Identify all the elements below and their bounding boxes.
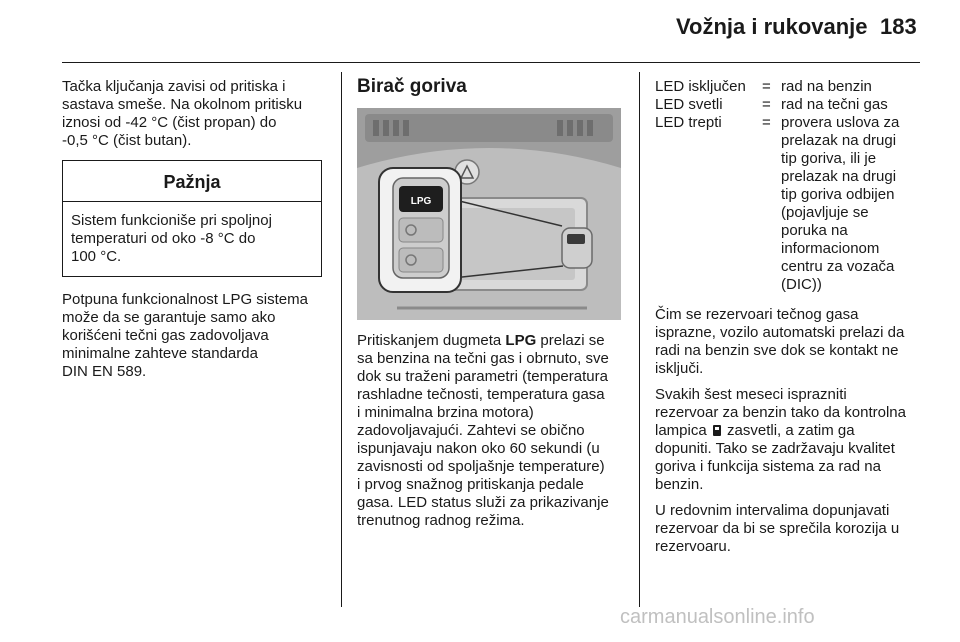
text-line <box>655 422 923 440</box>
table-row <box>655 114 923 294</box>
text-line: DIN EN 589. <box>62 363 147 380</box>
led-state: LED svetli <box>655 96 723 113</box>
text-line: tip goriva, ili je <box>781 150 877 167</box>
empty-tank-paragraph <box>655 386 923 494</box>
text-line: zadovoljavajući. Zahtevi se obično <box>357 422 585 439</box>
lpg-bold-label: LPG <box>505 332 537 349</box>
led-status-table <box>655 78 923 294</box>
lpg-standard-paragraph <box>62 291 328 381</box>
column-3 <box>655 78 923 564</box>
led-state: LED isključen <box>655 78 746 95</box>
page-header-title: Vožnja i rukovanje <box>676 14 868 39</box>
text-line: korišćeni tečni gas zadovoljava <box>62 327 269 344</box>
led-state: LED trepti <box>655 114 722 131</box>
page-number: 183 <box>880 14 917 39</box>
text-line: Potpuna funkcionalnost LPG sistema <box>62 291 308 308</box>
text-line: rezervoaru. <box>655 538 731 555</box>
led-description <box>781 78 923 96</box>
text-line: ispunjavaju nakon oko 60 sekundi (u <box>357 440 600 457</box>
text-line: može da se garantuje samo ako <box>62 309 276 326</box>
led-equals: = <box>762 96 771 113</box>
text-line: tip goriva odbijen <box>781 186 895 203</box>
text-line: 100 °C. <box>71 248 122 265</box>
text-line: Sistem funkcioniše pri spoljnoj <box>71 212 272 229</box>
led-equals: = <box>762 78 771 95</box>
caution-body <box>63 202 321 276</box>
led-description <box>781 96 923 114</box>
dashboard-photo <box>357 108 621 320</box>
text-line: sastava smeše. Na okolnom pritisku <box>62 96 303 113</box>
watermark: carmanualsonline.info <box>620 606 815 628</box>
fuel-selector-paragraph <box>357 332 625 530</box>
text-line: rezervoar za benzin tako da kontrolna <box>655 404 906 421</box>
column-divider-2 <box>639 72 640 607</box>
text-line: i minimalna brzina motora) <box>357 404 534 421</box>
text-line: i prvog snažnog pritiskanja pedale <box>357 476 584 493</box>
lpg-button-label: LPG <box>410 196 432 207</box>
text-line: iznosi od -42 °C (čist propan) do <box>62 114 277 131</box>
text-line: zavisnosti od spoljašnje temperature) <box>357 458 605 475</box>
text-line: dopuniti. Tako se zadržavaju kvalitet <box>655 440 895 457</box>
auto-switch-paragraph <box>655 306 923 378</box>
text-line: Svakih šest meseci isprazniti <box>655 386 847 403</box>
text-fragment: Pritiskanjem dugmeta <box>357 332 506 349</box>
text-line: (pojavljuje se <box>781 204 869 221</box>
text-line: gasa. LED status služi za prikazivanje <box>357 494 609 511</box>
column-divider-1 <box>341 72 342 607</box>
header-divider <box>62 62 920 63</box>
text-line: temperaturi od oko -8 °C do <box>71 230 256 247</box>
text-fragment: lampica <box>655 422 707 439</box>
text-line: rezervoar da bi se sprečila korozija u <box>655 520 900 537</box>
text-line: trenutnog radnog režima. <box>357 512 525 529</box>
text-line: prelazak na drugi <box>781 168 897 185</box>
section-heading: Birač goriva <box>357 76 467 97</box>
text-line: Tačka ključanja zavisi od pritiska i <box>62 78 286 95</box>
led-equals: = <box>762 114 771 131</box>
text-line: benzin. <box>655 476 704 493</box>
text-line: rad na tečni gas <box>781 96 888 113</box>
text-line: goriva i funkcija sistema za rad na <box>655 458 881 475</box>
text-line: provera uslova za <box>781 114 900 131</box>
text-line: minimalne zahteve standarda <box>62 345 258 362</box>
caution-title: Pažnja <box>63 161 321 202</box>
text-fragment: prelazi se <box>536 332 605 349</box>
text-line: (DIC)) <box>781 276 822 293</box>
text-line: centru za vozača <box>781 258 895 275</box>
text-line: prelazak na drugi <box>781 132 897 149</box>
text-line: poruka na <box>781 222 848 239</box>
text-line: radi na benzin sve dok se kontakt ne <box>655 342 899 359</box>
column-1 <box>62 78 328 389</box>
intro-paragraph <box>62 78 328 150</box>
text-fragment: zasvetli, a zatim ga <box>727 422 855 439</box>
fuel-pump-icon <box>713 425 721 436</box>
text-line: rashladne tečnosti, temperatura gasa <box>357 386 605 403</box>
column-2 <box>357 78 625 530</box>
text-line: Čim se rezervoari tečnog gasa <box>655 306 859 323</box>
text-line: isključi. <box>655 360 704 377</box>
text-line: isprazne, vozilo automatski prelazi da <box>655 324 905 341</box>
table-row <box>655 78 923 96</box>
text-line: -0,5 °C (čist butan). <box>62 132 192 149</box>
led-description <box>781 114 923 294</box>
refuel-paragraph <box>655 502 923 556</box>
text-line: U redovnim intervalima dopunjavati <box>655 502 890 519</box>
table-row <box>655 96 923 114</box>
caution-box <box>62 160 322 277</box>
text-line: informacionom <box>781 240 880 257</box>
text-line: rad na benzin <box>781 78 872 95</box>
dashboard-illustration <box>357 108 621 320</box>
text-line: sa benzina na tečni gas i obrnuto, sve <box>357 350 609 367</box>
text-line: dok su traženi parametri (temperatura <box>357 368 608 385</box>
text-line <box>357 332 625 350</box>
